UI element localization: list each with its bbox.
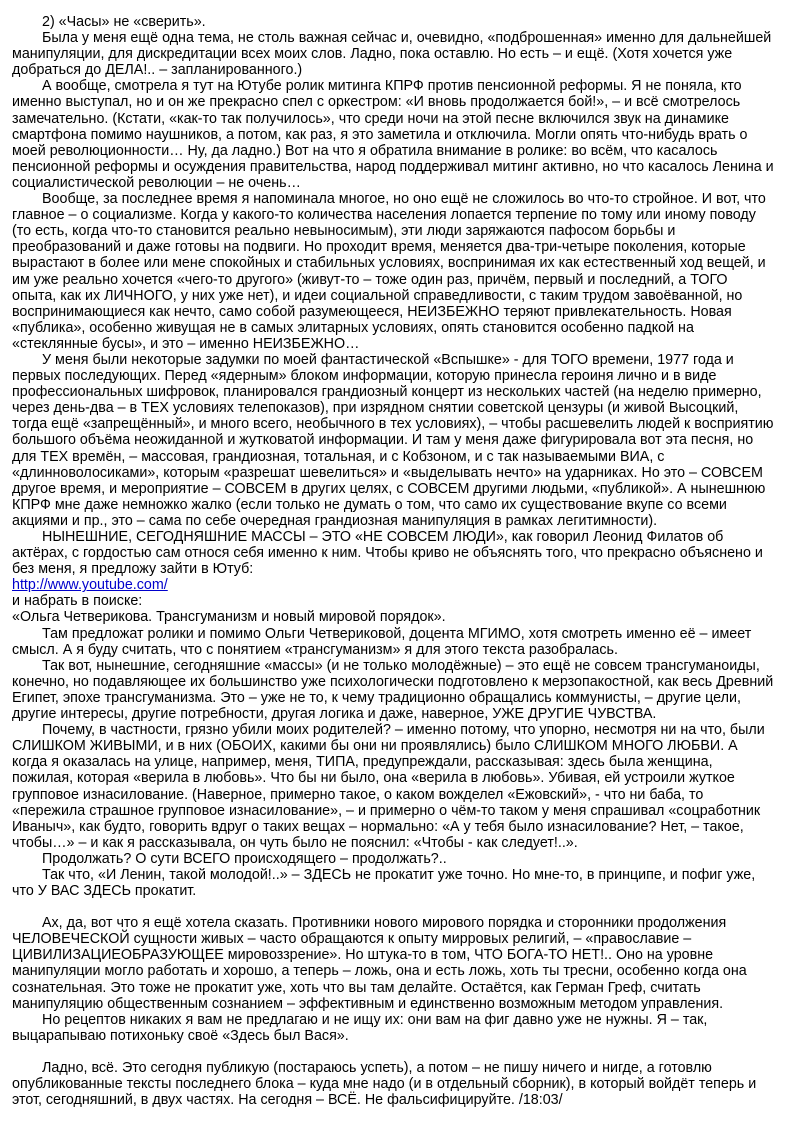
youtube-link-line (12, 577, 775, 593)
paragraph-9: Продолжать? О сути ВСЕГО происходящего – продолжать?.. (42, 850, 447, 867)
paragraph-13: Ладно, всё. Это сегодня публикую (постараюсь успеть), а потом – не пишу ничего и нигде, а готовлю опубликованные тексты последнего блока – куда мне надо (и в отдельный сборник), в который войдёт теперь и этот, сегодняшний, в двух частях. На сегодня – ВСЁ. Не фальсифицируйте. /18:03/ (12, 1059, 757, 1109)
paragraph-3: Вообще, за последнее время я напоминала многое, но оно ещё не сложилось во что-то стройное. И вот, что главное – о социализме. Когда у какого-то количества населения лопается терпение по тому или иному поводу (то есть, когда что-то становится реально невыносимым), эти люди заряжаются пафосом борьбы и преобразований и даже готовы на подвиги. Но проходит время, меняется два-три-четыре поколения, которые вырастают в более или мене спокойных и стабильных условиях, воспринимая их как естественный ход вещей, и им уже реально хочется «чего-то другого» (живут-то – тоже один раз, причём, первый и последний, а ТОГО опыта, как их ЛИЧНОГО, у них уже нет), и идеи социальной справедливости, с таким трудом завоёванной, но воспринимающиеся как нечто, само собой разумеющееся, НЕИЗБЕЖНО теряют привлекательность. Новая «публика», особенно живущая не в самых элитарных условиях, опять становится особенно падкой на «стеклянные бусы», и это – именно НЕИЗБЕЖНО… (12, 191, 766, 352)
paragraph-1: Была у меня ещё одна тема, не столь важная сейчас и, очевидно, «подброшенная» именно для дальнейшей манипуляции, для дискредитации всех моих слов. Ладно, пока оставлю. Но есть – и ещё. (Хотя хочется уже добраться до ДЕЛА!.. – запланированного.) (12, 30, 772, 79)
paragraph-6: Там предложат ролики и помимо Ольги Четвериковой, доцента МГИМО, хотя смотреть именно её – имеет смысл. А я буду считать, что с понятием «трансгуманизм» я для этого текста разобралась. (12, 625, 752, 658)
youtube-link[interactable]: http://www.youtube.com/ (12, 577, 168, 594)
paragraph-12: Но рецептов никаких я вам не предлагаю и не ищу их: они вам на фиг давно уже не нужны. Я – так, выцарапываю потихоньку своё «Здесь был Вася». (12, 1011, 708, 1044)
blank-line (12, 1044, 775, 1060)
paragraph-5: НЫНЕШНИЕ, СЕГОДНЯШНИЕ МАССЫ – ЭТО «НЕ СОВСЕМ ЛЮДИ», как говорил Леонид Филатов об актёрах, с гордостью сам относя себя именно к ним. Чтобы криво не объяснять того, что прекрасно объяснено и без меня, я предложу зайти в Ютуб: (12, 529, 763, 578)
paragraph-10: Так что, «И Ленин, такой молодой!..» – ЗДЕСЬ не прокатит уже точно. Но мне-то, в принципе, и пофиг уже, что У ВАС ЗДЕСЬ прокатит. (12, 866, 756, 900)
search-instruction: и набрать в поиске: (12, 593, 143, 610)
blank-line (12, 899, 775, 915)
paragraph-4: У меня были некоторые задумки по моей фантастической «Вспышке» - для ТОГО времени, 1977 года и первых последующих. Перед «ядерным» блоком информации, которую принесла героиня лично и в виде профессиональных шифровок, планировался грандиозный концерт из нескольких частей (на неделю примерно, через день-два – в ТЕХ условиях телепоказов), при изрядном снятии советской цензуры (и живой Высоцкий, тогда ещё «запрещённый», и много всего, необычного в тех условиях), – чтобы расшевелить людей к восприятию большого объёма неожиданной и жутковатой информации. И там у меня даже фигурировала вот эта песня, но для ТЕХ времён, – массовая, грандиозная, тотальная, и с Кобзоном, и с так называемыми ВИА, с «длинноволосиками», которым «разрешат шевелиться» и «выделывать нечто» на ударниках. Но это – СОВСЕМ другое время, и мероприятие – СОВСЕМ в других целях, с СОВСЕМ другими людьми, «публикой». А нынешнюю КПРФ мне даже немножко жалко (если только не думать о том, что само их существование вкупе со всеми акциями и пр., это – сама по себе очередная грандиозная манипуляция в рамках легитимности). (12, 351, 774, 529)
paragraph-11: Ах, да, вот что я ещё хотела сказать. Противники нового мирового порядка и сторонники продолжения ЧЕЛОВЕЧЕСКОЙ сущности живых – часто обращаются к опыту мирровых религий, – «православие – ЦИВИЛИЗАЦИЕОБРАЗУЮЩЕЕ мировоззрение». Но штука-то в том, ЧТО БОГА-ТО НЕТ!.. Оно на уровне манипуляции могло работать и хорошо, а теперь – ложь, она и есть ложь, хоть ты тресни, особенно когда она сознательная. Это тоже не прокатит уже, хоть что вы там делайте. Остаётся, как Герман Греф, считать манипуляцию общественным сознанием – эффективным и единственно возможным методом управления. (12, 915, 747, 1012)
search-query: «Ольга Четверикова. Трансгуманизм и новый мировой порядок». (12, 609, 446, 626)
paragraph-2: А вообще, смотрела я тут на Ютубе ролик митинга КПРФ против пенсионной реформы. Я не поняла, кто именно выступал, но и он же прекрасно спел с оркестром: «И вновь продолжается бой!», – и всё смотрелось замечательно. (Кстати, «как-то так получилось», что среди ночи на этой песне включился звук на динамике смартфона помимо наушников, а потом, как раз, я это заметила и отключила. Могли опять что-нибудь врать о моей революционности… Ну, да ладно.) Вот на что я обратила внимание в ролике: во всём, что касалось пенсионной реформы и осуждения правительства, народ поддерживал митинг активно, но что касалось Ленина и социалистической революции – не очень… (12, 78, 774, 191)
paragraph-8: Почему, в частности, грязно убили моих родителей? – именно потому, что упорно, несмотря ни на что, были СЛИШКОМ ЖИВЫМИ, и в них (ОБОИХ, какими бы они ни проявлялись) было СЛИШКОМ МНОГО ЛЮБВИ. А когда я оказалась на улице, например, меня, ТИПА, предупреждали, рассказывая: здесь была женщина, пожилая, которая «верила в любовь». Что бы ни было, она «верила в любовь». Убивая, ей устроили жуткое групповое изнасилование. (Наверное, примерно такое, о каком вожделел «Ежовский», - что ни баба, то «пережила страшное групповое изнасилование», – и примерно о чём-то таком у меня спрашивал «соцработник Иваныч», как будто, говорить вдруг о таких вещах – нормально: «А у тебя было изнасилование? Нет, – такое, чтобы…» – и как я рассказывала, он чуть было не пояснил: «Чтобы - как следует!..». (12, 722, 765, 851)
section-heading: 2) «Часы» не «сверить». (42, 14, 206, 30)
paragraph-7: Так вот, нынешние, сегодняшние «массы» (и не только молодёжные) – это ещё не совсем трансгуманоиды, конечно, но подавляющее их большинство уже психологически подготовлено к мерзопакостной, как весь Древний Египет, эпохе трансгуманизма. Это – уже не то, к чему традиционно обращались коммунисты, – другие цели, другие интересы, другие потребности, другая логика и даже, наверное, УЖЕ ДРУГИЕ ЧУВСТВА. (12, 657, 774, 723)
